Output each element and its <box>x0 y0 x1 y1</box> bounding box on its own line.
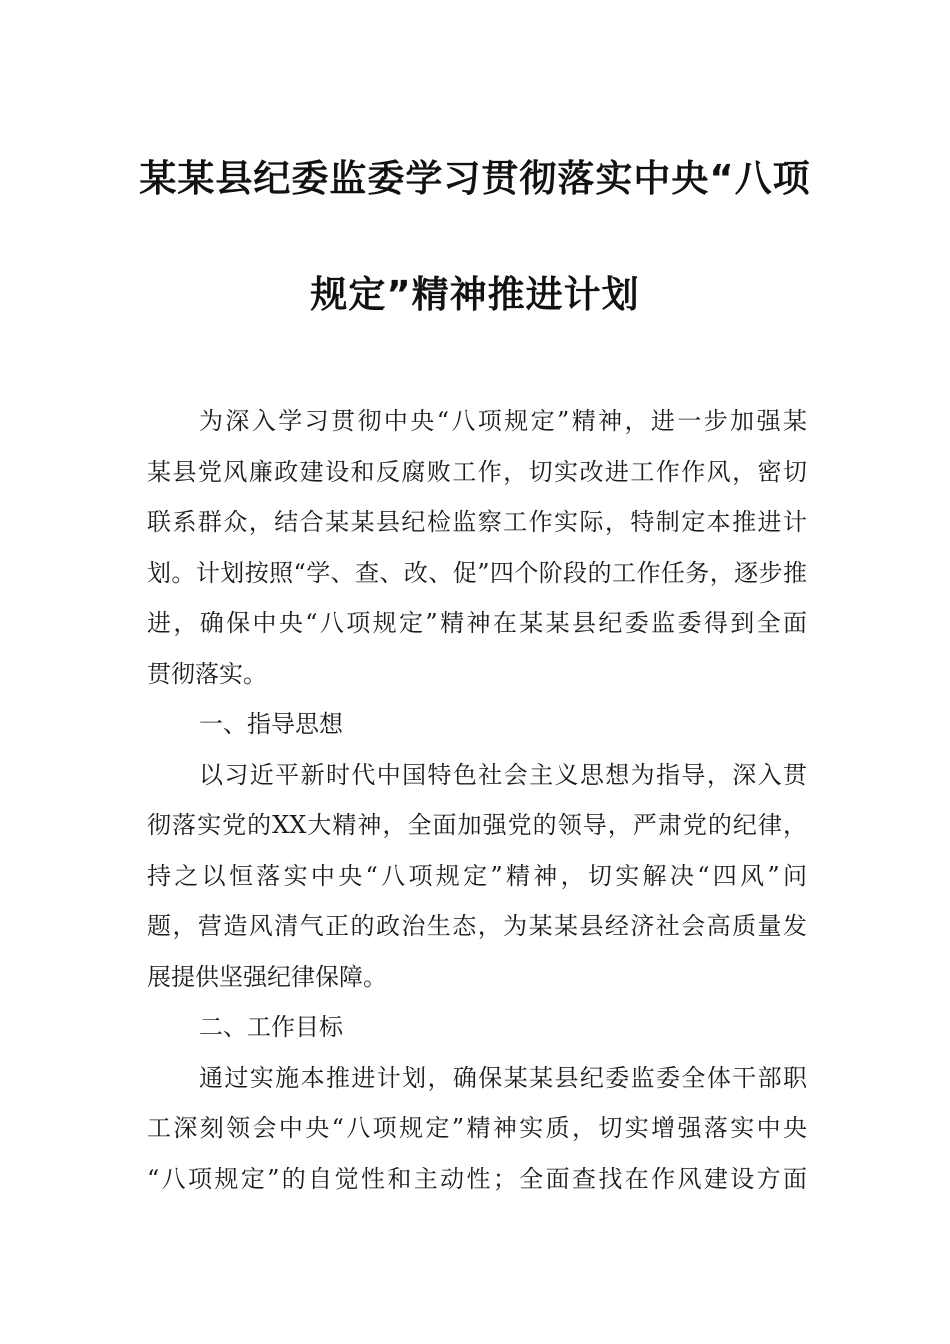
section-heading-work-goals: 二、工作目标 <box>199 1013 343 1041</box>
body-line: 划。计划按照“学、查、改、促”四个阶段的工作任务，逐步推 <box>147 558 807 587</box>
body-line: 题，营造风清气正的政治生态，为某某县经济社会高质量发 <box>147 912 807 940</box>
body-line: 展提供坚强纪律保障。 <box>147 962 387 991</box>
body-line: 彻落实党的XX大精神，全面加强党的领导，严肃党的纪律， <box>147 811 807 839</box>
document-body <box>147 401 807 1209</box>
document-title-line-1: 某某县纪委监委学习贯彻落实中央“八项 <box>139 157 811 200</box>
body-line: 为深入学习贯彻中央“八项规定”精神，进一步加强某 <box>199 407 807 435</box>
body-line: 以习近平新时代中国特色社会主义思想为指导，深入贯 <box>199 760 807 789</box>
body-line: 进，确保中央“八项规定”精神在某某县纪委监委得到全面 <box>147 609 807 637</box>
document-title-line-2: 规定”精神推进计划 <box>310 273 640 316</box>
section-heading-guiding-thought: 一、指导思想 <box>199 710 343 738</box>
body-line: 贯彻落实。 <box>147 659 267 688</box>
body-line: 某县党风廉政建设和反腐败工作，切实改进工作作风，密切 <box>147 457 807 486</box>
body-line: 联系群众，结合某某县纪检监察工作实际，特制定本推进计 <box>147 508 807 536</box>
body-line: 工深刻领会中央“八项规定”精神实质，切实增强落实中央 <box>147 1114 807 1142</box>
body-line: 持之以恒落实中央“八项规定”精神，切实解决“四风”问 <box>147 861 807 890</box>
body-line: “八项规定”的自觉性和主动性；全面查找在作风建设方面 <box>147 1164 807 1193</box>
body-line: 通过实施本推进计划，确保某某县纪委监委全体干部职 <box>199 1063 807 1092</box>
